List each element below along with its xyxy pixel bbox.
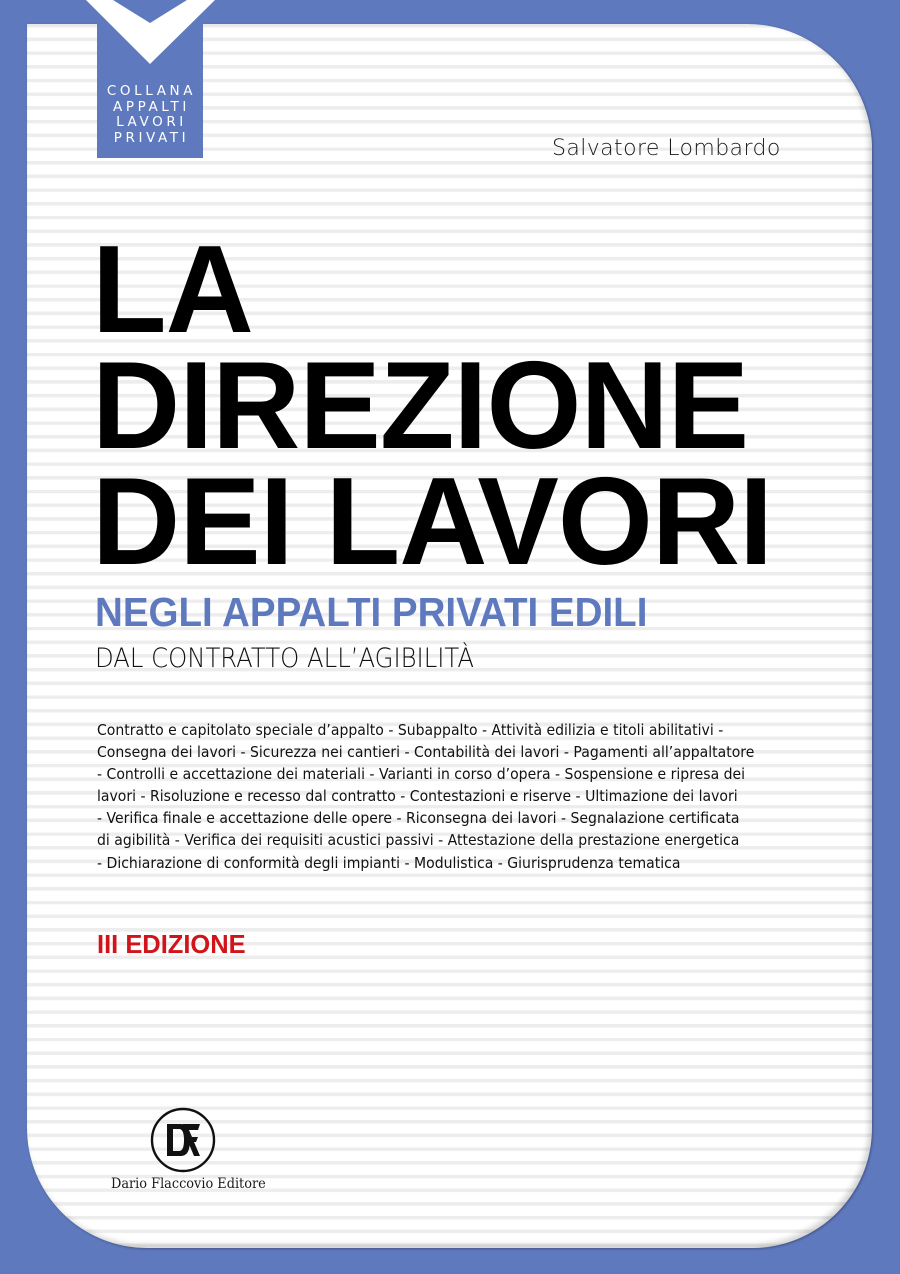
cover-panel	[27, 24, 872, 1248]
title-line: DEI LAVORI	[92, 453, 773, 591]
book-tagline: DAL CONTRATTO ALL’AGIBILITÀ	[95, 643, 475, 674]
series-line: PRIVATI	[113, 129, 190, 146]
topics-line: Contratto e capitolato speciale d’appalto - Subappalto - Attività edilizia e titoli abilitativi -	[97, 721, 724, 739]
topics-line: Consegna dei lavori - Sicurezza nei cantieri - Contabilità dei lavori - Pagamenti all’appaltatore	[97, 743, 755, 762]
df-logo-icon	[150, 1107, 216, 1173]
topics-line: - Dichiarazione di conformità degli impianti - Modulistica - Giurisprudenza tematica	[97, 853, 681, 872]
publisher-name: Dario Flaccovio Editore	[111, 1176, 266, 1192]
topics-line: - Controlli e accettazione dei materiali - Varianti in corso d’opera - Sospensione e ripresa dei	[97, 765, 746, 784]
topics-line: lavori - Risoluzione e recesso dal contratto - Contestazioni e riserve - Ultimazione dei lavori	[97, 787, 738, 806]
topics-description	[97, 719, 797, 874]
topics-line: di agibilità - Verifica dei requisiti acustici passivi - Attestazione della prestazione energetica	[97, 831, 740, 850]
author-name: Salvatore Lombardo	[552, 136, 781, 161]
series-label	[97, 84, 203, 146]
title-line: DIREZIONE	[92, 337, 749, 475]
series-line: LAVORI	[116, 114, 187, 130]
chevron-down-icon	[0, 0, 300, 70]
edition-label: III EDIZIONE	[97, 929, 246, 959]
book-subtitle: NEGLI APPALTI PRIVATI EDILI	[95, 589, 648, 635]
title-line: LA	[92, 221, 253, 359]
series-line: COLLANA	[106, 83, 197, 99]
book-title	[92, 221, 773, 591]
series-line: APPALTI	[113, 98, 190, 115]
topics-line: - Verifica finale e accettazione delle opere - Riconsegna dei lavori - Segnalazione certificata	[97, 809, 740, 828]
